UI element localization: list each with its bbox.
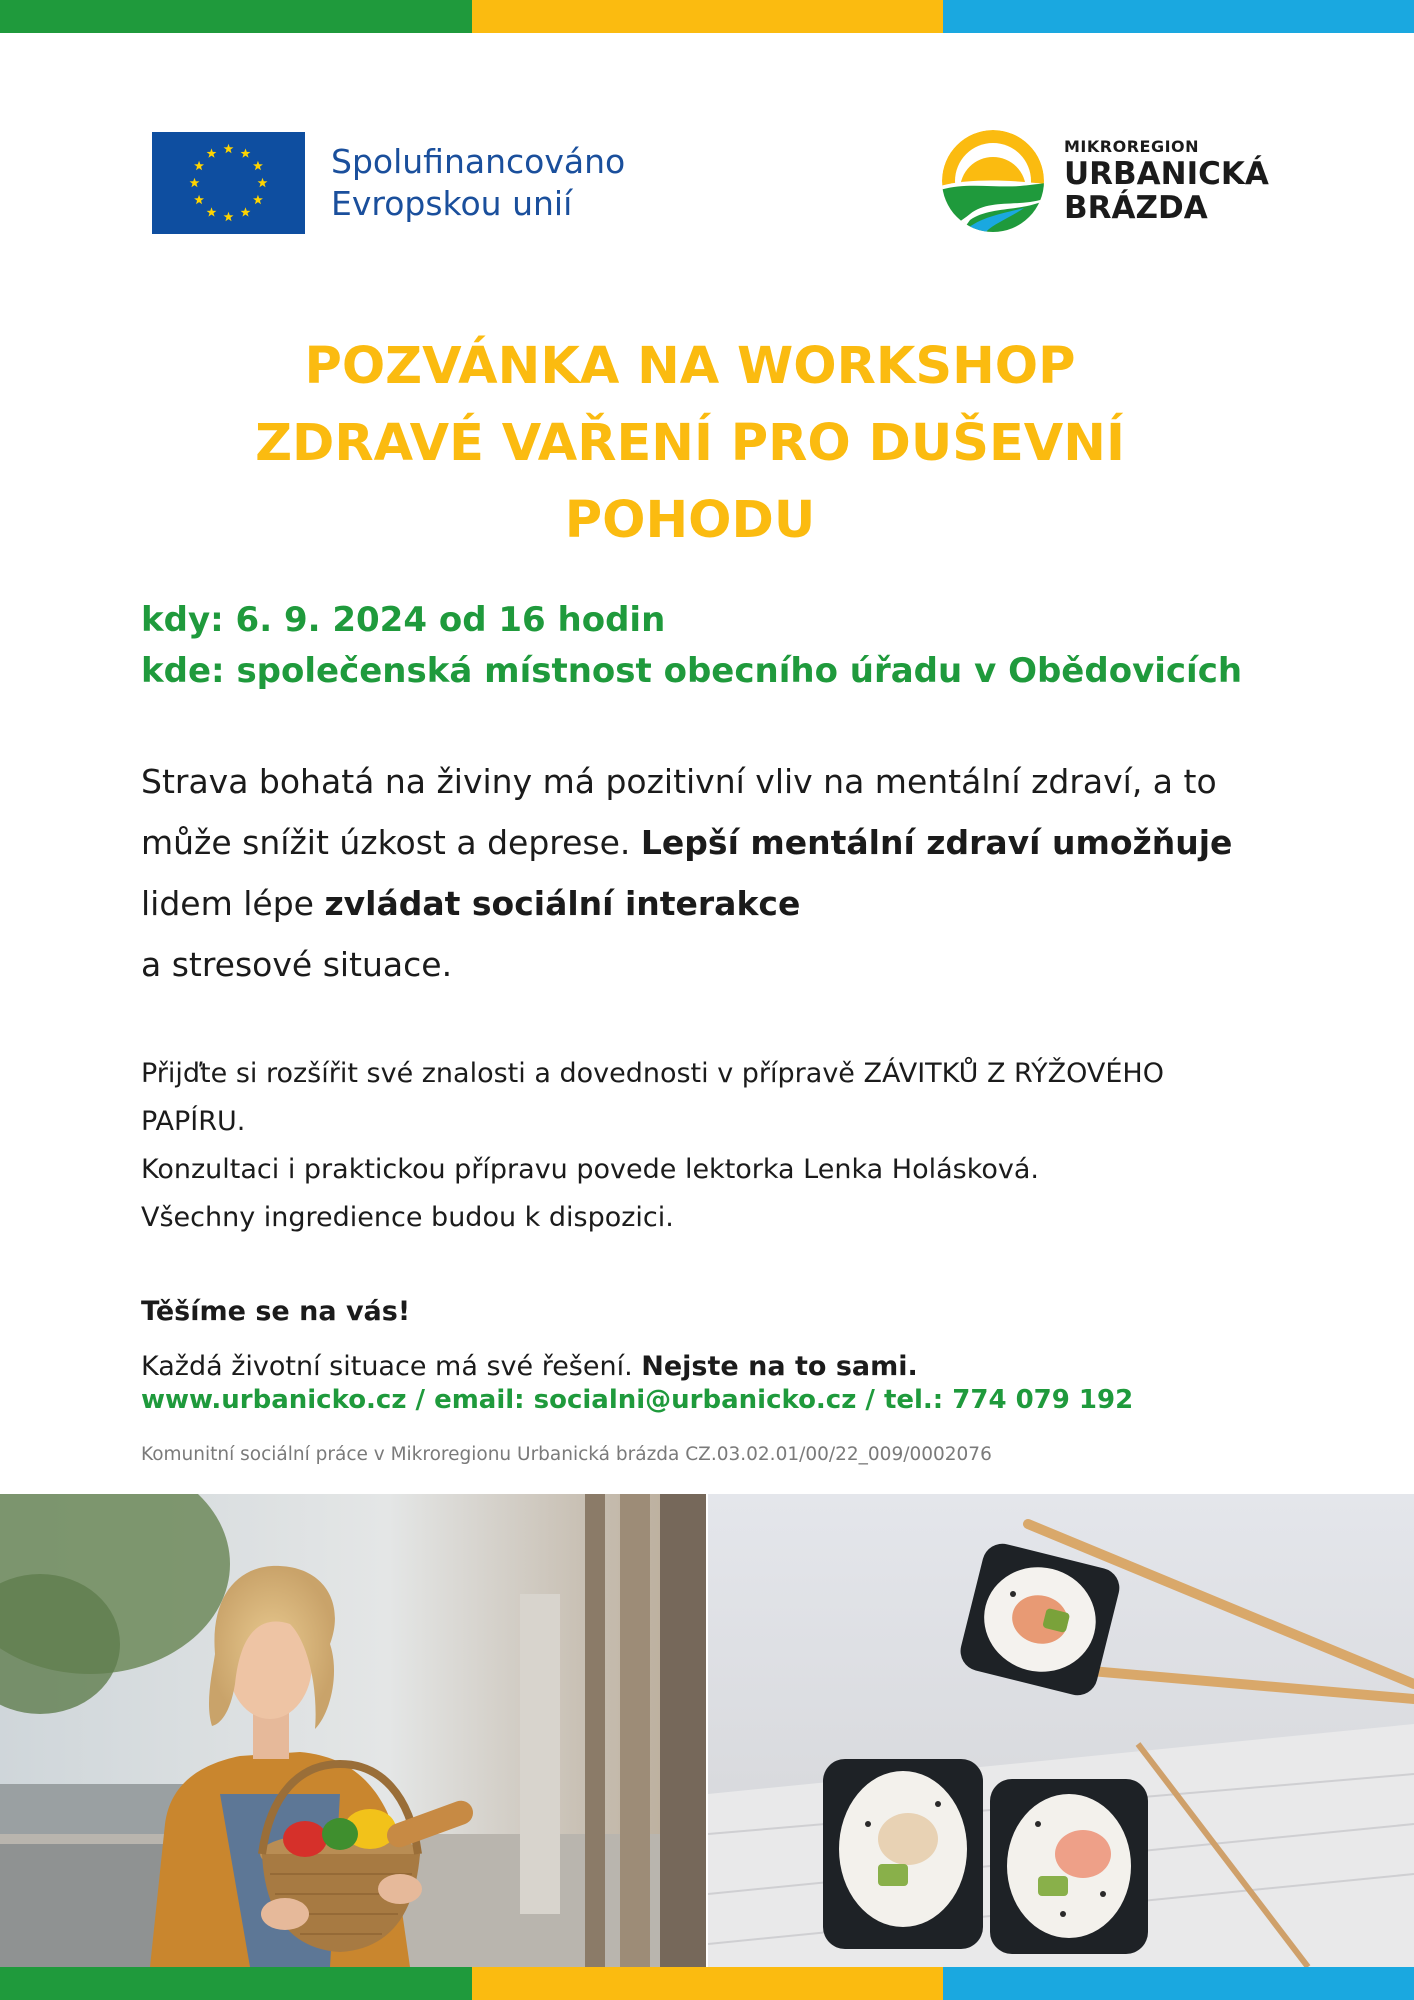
title-line1: POZVÁNKA NA WORKSHOP [304,337,1076,396]
details-line1: Přijďte si rozšířit své znalosti a dovednosti v přípravě ZÁVITKŮ Z RÝŽOVÉHO PAPÍRU. [141,1058,1164,1137]
sushi-rolls-photo [708,1494,1414,1967]
greeting: Těšíme se na vás! [141,1296,411,1327]
top-color-stripe [0,0,1414,33]
region-name-line2: BRÁZDA [1064,190,1208,226]
details-line3: Všechny ingredience budou k dispozici. [141,1202,674,1233]
event-location: kde: společenská místnost obecního úřadu v Obědovicích [141,651,1243,691]
project-footnote: Komunitní sociální práce v Mikroregionu Urbanická brázda CZ.03.02.01/00/22_009/0002076 [141,1444,992,1465]
title-line3: POHODU [564,491,816,550]
woman-with-vegetable-basket-photo [0,1494,706,1967]
bottom-color-stripe [0,1967,1414,2000]
title-line2: ZDRAVÉ VAŘENÍ PRO DUŠEVNÍ [255,414,1125,473]
contact-line[interactable]: www.urbanicko.cz / email: socialni@urbanicko.cz / tel.: 774 079 192 [141,1385,1134,1415]
motto [141,1349,918,1385]
lead-text-2: lidem lépe [141,884,325,923]
mikroregion-logo [940,128,1269,234]
details-line2: Konzultaci i praktickou přípravu povede lektorka Lenka Holásková. [141,1154,1040,1185]
lead-bold-2: zvládat sociální interakce [324,884,801,923]
region-name-line1: URBANICKÁ [1064,156,1269,192]
invitation-title [0,328,1380,559]
eu-cofunding-logo [152,132,625,234]
eu-text-line2: Evropskou unií [331,184,573,223]
motto-text: Každá životní situace má své řešení. [141,1351,642,1382]
motto-bold: Nejste na to sami. [641,1351,918,1382]
lead-paragraph [141,751,1281,995]
event-date: kdy: 6. 9. 2024 od 16 hodin [141,600,666,640]
lead-text-3: a stresové situace. [141,945,453,984]
eu-flag-icon [152,132,305,234]
mikroregion-label: MIKROREGION [1064,137,1200,156]
workshop-details [141,1050,1261,1242]
lead-text-1: Strava bohatá na živiny má pozitivní vliv na mentální zdraví, a to může snížit úzkost a deprese. [141,762,1217,862]
lead-bold-1: Lepší mentální zdraví umožňuje [640,823,1233,862]
sun-over-hills-icon [940,128,1046,234]
eu-text-line1: Spolufinancováno [331,142,626,181]
